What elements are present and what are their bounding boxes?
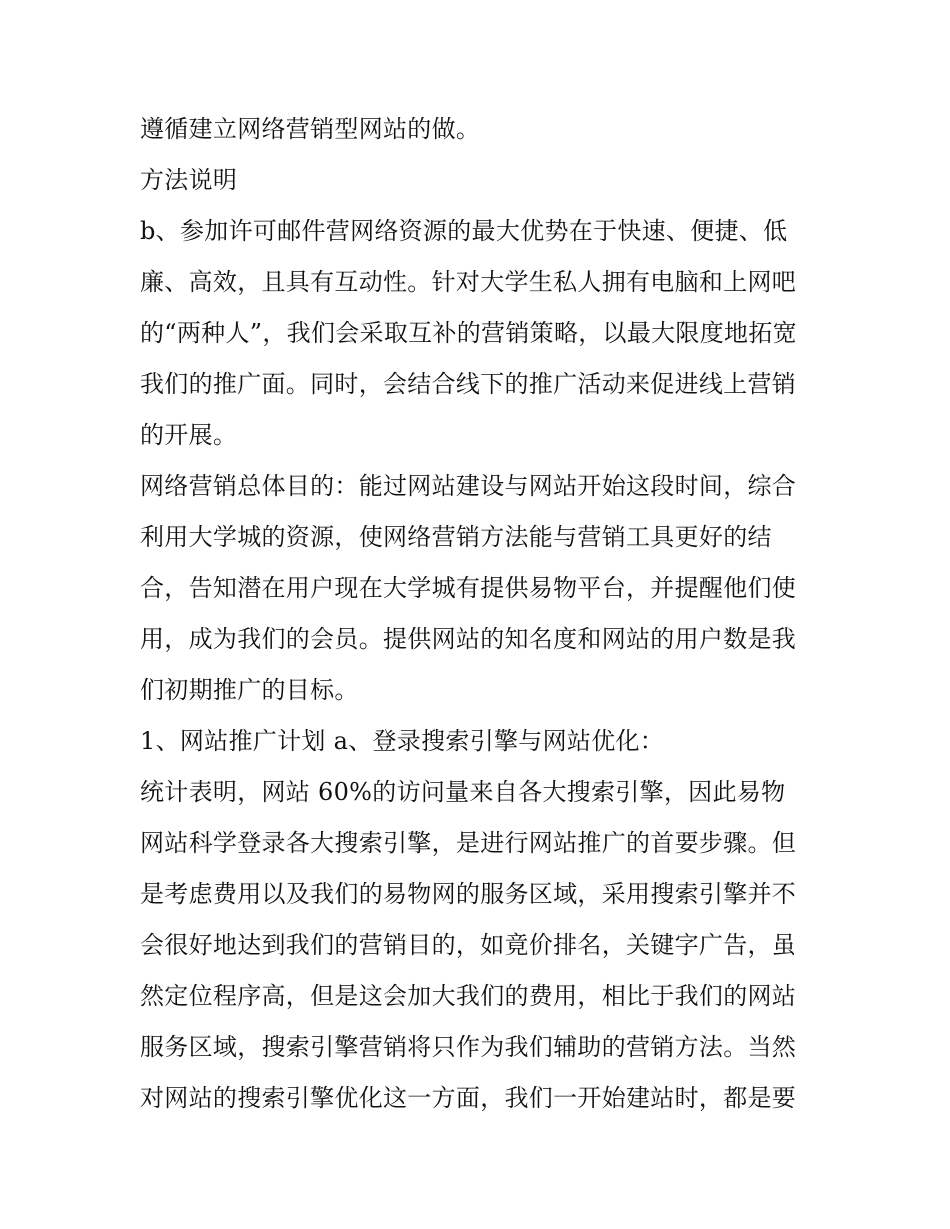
- text-line: 是考虑费用以及我们的易物网的服务区域，采用搜索引擎并不: [140, 880, 797, 908]
- text-line: 我们的推广面。同时，会结合线下的推广活动来促进线上营销: [140, 370, 797, 398]
- text-line: 的开展。: [140, 421, 238, 449]
- text-line: 对网站的搜索引擎优化这一方面，我们一开始建站时，都是要: [140, 1084, 797, 1112]
- text-line: 用，成为我们的会员。提供网站的知名度和网站的用户数是我: [140, 625, 797, 653]
- text-line: 们初期推广的目标。: [140, 676, 359, 704]
- text-line: 遵循建立网络营销型网站的做。: [140, 115, 481, 143]
- text-line: 然定位程序高，但是这会加大我们的费用，相比于我们的网站: [140, 982, 797, 1010]
- text-line: 利用大学城的资源，使网络营销方法能与营销工具更好的结: [140, 523, 772, 551]
- text-line: 合，告知潜在用户现在大学城有提供易物平台，并提醒他们使: [140, 574, 797, 602]
- text-line: 会很好地达到我们的营销目的，如竟价排名，关键字广告，虽: [140, 931, 797, 959]
- text-line: 网站科学登录各大搜索引擎，是进行网站推广的首要步骤。但: [140, 829, 797, 857]
- text-line: 网络营销总体目的：能过网站建设与网站开始这段时间，综合: [140, 472, 797, 500]
- text-line: 服务区域，搜索引擎营销将只作为我们辅助的营销方法。当然: [140, 1033, 797, 1061]
- text-line: 廉、高效，且具有互动性。针对大学生私人拥有电脑和上网吧: [140, 268, 797, 296]
- section-heading: 方法说明: [140, 166, 238, 194]
- text-line: b、参加许可邮件营网络资源的最大优势在于快速、便捷、低: [140, 217, 788, 245]
- section-heading: 1、网站推广计划 a、登录搜索引擎与网站优化：: [140, 727, 665, 755]
- text-line: 统计表明，网站 60%的访问量来自各大搜索引擎，因此易物: [140, 778, 786, 806]
- document-body: [140, 104, 820, 1124]
- text-line: 的“两种人”，我们会采取互补的营销策略，以最大限度地拓宽: [140, 319, 797, 347]
